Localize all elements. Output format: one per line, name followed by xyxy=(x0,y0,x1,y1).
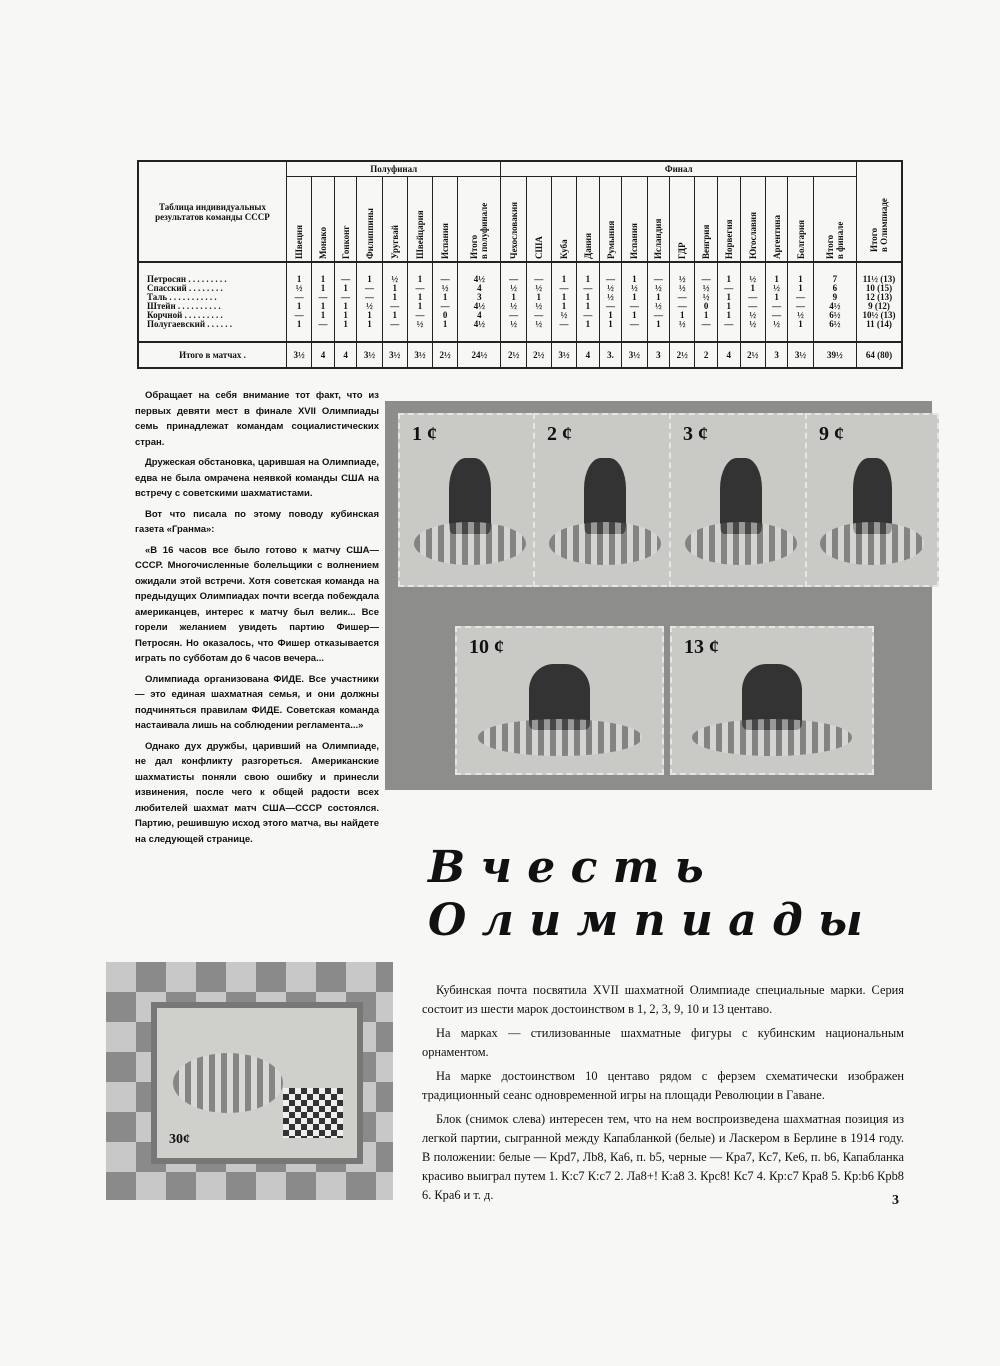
globe-image xyxy=(685,522,797,565)
header-text: Швеция xyxy=(294,225,305,259)
right-column-text xyxy=(422,981,904,1210)
globe-image xyxy=(549,522,661,565)
column-header xyxy=(526,177,551,263)
score-cell: 1 — 1 1 — 1 xyxy=(577,262,600,342)
total-cell: 4 xyxy=(717,342,740,368)
score-cell: 1 — 1 1 ½ — xyxy=(551,262,576,342)
paragraph: Олимпиада организована ФИДЕ. Все участники — это единая шахматная семья, и они должны подчиняться правилам ФИДЕ. Советская команда настаивала лишь на соблюдении регламента...» xyxy=(135,673,379,731)
stamp-value: 13 ¢ xyxy=(684,636,719,658)
column-header xyxy=(357,177,382,263)
header-text: Итого в финале xyxy=(824,221,845,259)
score-cell: ½ 1 1 — 1 — xyxy=(382,262,407,342)
total-cell: 4 xyxy=(312,342,335,368)
header-text: Дания xyxy=(582,233,593,259)
total-cell: 3. xyxy=(599,342,622,368)
paragraph: Обращает на себя внимание тот факт, что из первых девяти мест в финале XVII Олимпиады семь принадлежат командам социалистических стран. xyxy=(135,390,379,448)
total-cell: 2½ xyxy=(740,342,765,368)
stamp xyxy=(533,413,677,587)
column-header xyxy=(695,177,718,263)
table-title: Таблица индивидуальных результатов команды СССР xyxy=(138,161,287,262)
score-cell: ½ 1 — — ½ ½ xyxy=(740,262,765,342)
heading-line-1: В ч е с т ь xyxy=(428,842,704,893)
score-cell: 1 ½ 1 — 1 — xyxy=(622,262,647,342)
total-cell: 3½ xyxy=(551,342,576,368)
header-text: Югославия xyxy=(747,212,758,259)
score-cell: 1 — 1 1 — ½ xyxy=(407,262,432,342)
score-cell: — ½ 1 ½ — ½ xyxy=(526,262,551,342)
olympiad-score-cell: 11½ (13) 10 (15) 12 (13) 9 (12) 10½ (13) 11 (14) xyxy=(857,262,903,342)
page-number: 3 xyxy=(892,1193,899,1208)
globe-image xyxy=(820,522,924,565)
header-text: Куба xyxy=(558,239,569,259)
score-cell: — ½ 1 ½ — 1 xyxy=(647,262,670,342)
results-table xyxy=(137,160,903,369)
total-cell: 3½ xyxy=(357,342,382,368)
stamp xyxy=(669,413,813,587)
globe-image xyxy=(478,719,642,755)
score-cell: — ½ 1 — 0 1 xyxy=(433,262,458,342)
stamp xyxy=(455,626,664,775)
header-text: Венгрия xyxy=(701,224,712,259)
column-header xyxy=(740,177,765,263)
column-header xyxy=(788,177,813,263)
column-header xyxy=(458,177,501,263)
header-text: Норвегия xyxy=(723,219,734,259)
header-text: Уругвай xyxy=(389,225,400,259)
stamp xyxy=(670,626,874,775)
total-cell: 2½ xyxy=(670,342,695,368)
total-cell: 4 xyxy=(334,342,357,368)
stamps-photo xyxy=(385,401,932,790)
column-header xyxy=(647,177,670,263)
header-text: Чехословакия xyxy=(508,202,519,259)
score-cell: 1 — 1 1 1 — xyxy=(717,262,740,342)
header-text: Монако xyxy=(318,226,329,259)
totals-label: Итого в матчах . xyxy=(138,342,287,368)
heading-line-2: О л и м п и а д ы xyxy=(428,895,863,946)
stamp-value: 2 ¢ xyxy=(547,423,572,445)
total-cell: 2½ xyxy=(501,342,526,368)
olympiad-total-cell: 64 (80) xyxy=(857,342,903,368)
stamp-value: 10 ¢ xyxy=(469,636,504,658)
column-header xyxy=(433,177,458,263)
globe-image xyxy=(414,522,526,565)
score-cell: — ½ ½ 0 1 — xyxy=(695,262,718,342)
score-cell: 1 1 — — ½ 1 xyxy=(788,262,813,342)
total-cell: 3½ xyxy=(382,342,407,368)
stamp-value: 9 ¢ xyxy=(819,423,844,445)
souvenir-block xyxy=(151,1002,363,1164)
total-cell: 3 xyxy=(647,342,670,368)
column-header xyxy=(407,177,432,263)
column-header xyxy=(551,177,576,263)
paragraph: На марках — стилизованные шахматные фигуры с кубинским национальным орнаментом. xyxy=(422,1026,904,1059)
total-cell: 3 xyxy=(765,342,788,368)
souvenir-block-photo xyxy=(106,962,393,1200)
globe-image xyxy=(173,1053,283,1113)
paragraph: Дружеская обстановка, царившая на Олимпиаде, едва не была омрачена неявкой команды США на встречу с советскими шахматистами. xyxy=(135,457,379,499)
total-cell: 3½ xyxy=(407,342,432,368)
stamp xyxy=(805,413,939,587)
header-text: Исландия xyxy=(653,218,664,259)
score-cell: 4½ 4 3 4½ 4 4½ xyxy=(458,262,501,342)
score-cell: 1 1 — 1 1 — xyxy=(312,262,335,342)
column-header xyxy=(765,177,788,263)
total-cell: 3½ xyxy=(788,342,813,368)
header-text: Румыния xyxy=(605,220,616,259)
header-text: США xyxy=(533,236,544,259)
score-cell: 1 — — ½ 1 1 xyxy=(357,262,382,342)
column-header xyxy=(717,177,740,263)
header-text: Филиппины xyxy=(364,208,375,259)
total-cell: 3½ xyxy=(287,342,312,368)
total-cell: 2½ xyxy=(433,342,458,368)
globe-image xyxy=(692,719,852,755)
total-cell: 39½ xyxy=(813,342,856,368)
stamp-value: 3 ¢ xyxy=(683,423,708,445)
column-header xyxy=(813,177,856,263)
paragraph: Кубинская почта посвятила XVII шахматной Олимпиаде специальные марки. Серия состоит из шести марок достоинством в 1, 2, 3, 9, 10 и 13 центаво. xyxy=(422,983,904,1016)
header-text: Итого в полуфинале xyxy=(469,202,490,259)
total-cell: 2 xyxy=(695,342,718,368)
header-text: Гонконг xyxy=(340,225,351,259)
column-header xyxy=(287,177,312,263)
stamp xyxy=(398,413,542,587)
score-cell: 1 ½ 1 — — ½ xyxy=(765,262,788,342)
total-cell: 2½ xyxy=(526,342,551,368)
score-cell: 1 ½ — 1 — 1 xyxy=(287,262,312,342)
column-header xyxy=(312,177,335,263)
score-cell: ½ ½ — — 1 ½ xyxy=(670,262,695,342)
score-cell: — 1 — 1 1 1 xyxy=(334,262,357,342)
score-cell: — ½ 1 ½ — ½ xyxy=(501,262,526,342)
column-header xyxy=(670,177,695,263)
column-header xyxy=(501,177,526,263)
header-text: Болгария xyxy=(795,219,806,259)
total-cell: 3½ xyxy=(622,342,647,368)
header-text: Итого в Олимпиаде xyxy=(869,197,889,252)
total-cell: 4 xyxy=(577,342,600,368)
final-label: Финал xyxy=(501,161,857,177)
header-text: Швейцария xyxy=(414,210,425,259)
header-text: Испания xyxy=(440,223,451,259)
semifinal-label: Полуфинал xyxy=(287,161,501,177)
column-header xyxy=(599,177,622,263)
chessboard-image xyxy=(283,1088,343,1138)
header-text: ГДР xyxy=(677,242,688,259)
column-header xyxy=(334,177,357,263)
header-text: Испания xyxy=(629,223,640,259)
paragraph: Вот что писала по этому поводу кубинская газета «Гранма»: xyxy=(135,508,379,535)
paragraph: Блок (снимок слева) интересен тем, что на нем воспроизведена шахматная позиция из легкой партии, сыгранной между Капабланкой (белые) и Ласкером в Берлине в 1914 году. В положении: белые — Крd7, Лb8, Кa6, п. b5, черные — Крa7, Кc7, Кe6, п. b6, Капабланка красиво выиграл путем 1. К:c7 К:c7 2. Лa8+! К:a8 3. Крc8! Кc7 4. Кр:c7 Крa8 5. Кр:b6 Крb8 6. Крa6 и т. д. xyxy=(422,1112,904,1202)
left-column-text xyxy=(135,388,379,852)
player-names: Петросян . . . . . . . . . Спасский . . . . . . . . Таль . . . . . . . . . . . Штейн . . . . . . . . . . Корчной . . . . . . . . . Полугаевский . . . . . . xyxy=(138,262,287,342)
column-header xyxy=(382,177,407,263)
paragraph: «В 16 часов все было готово к матчу США—СССР. Многочисленные болельщики с волнением ожидали этой встречи. Хотя советская команда на предыдущих Олимпиадах почти всегда побеждала американцев, интерес к матчу был велик... Все горели желанием увидеть партию Фишер—Петросян. Но оказалось, что Фишер отказывается играть по субботам до 6 часов вечера... xyxy=(135,544,379,664)
olympiad-total-header xyxy=(857,161,903,262)
stamp-value: 1 ¢ xyxy=(412,423,437,445)
paragraph: Однако дух дружбы, царивший на Олимпиаде, не дал конфликту разгореться. Американские шахматисты поняли свою ошибку и принесли извинения, после чего к общей радости всех любителей шахмат матч США—СССР состоялся. Партию, решившую исход этого матча, вы найдете на следующей странице. xyxy=(135,740,379,845)
score-cell: — ½ ½ — 1 1 xyxy=(599,262,622,342)
paragraph: На марке достоинством 10 центаво рядом с ферзем схематически изображен традиционный сеанс одновременной игры на площади Революции в Гаване. xyxy=(422,1069,904,1102)
score-cell: 7 6 9 4½ 6½ 6½ xyxy=(813,262,856,342)
block-value: 30¢ xyxy=(169,1132,190,1147)
column-header xyxy=(577,177,600,263)
total-cell: 24½ xyxy=(458,342,501,368)
header-text: Аргентина xyxy=(771,215,782,259)
column-header xyxy=(622,177,647,263)
